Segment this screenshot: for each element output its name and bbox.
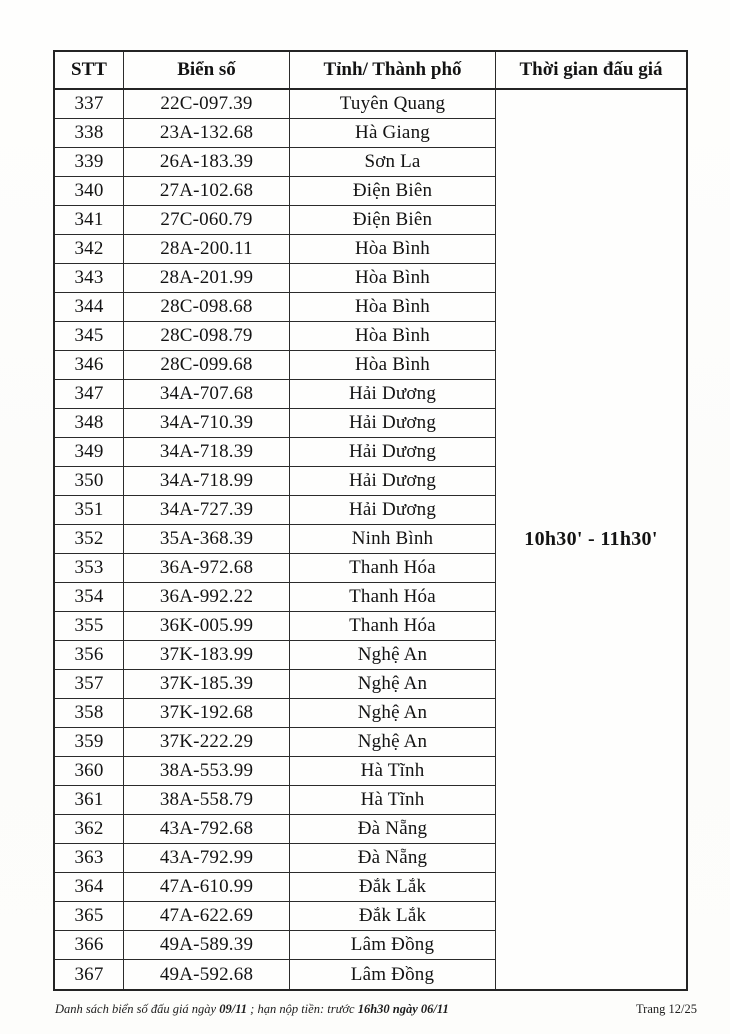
cell-province: Hà Tĩnh [290,757,496,785]
cell-plate-number: 43A-792.68 [124,815,290,843]
cell-plate-number: 27C-060.79 [124,206,290,234]
footer-auction-date: 09/11 [219,1002,248,1016]
cell-stt: 343 [55,264,124,292]
table-row [55,960,496,989]
cell-province: Hải Dương [290,409,496,437]
cell-plate-number: 34A-727.39 [124,496,290,524]
table-row [55,409,496,438]
cell-stt: 350 [55,467,124,495]
table-row [55,612,496,641]
table-row [55,554,496,583]
table-row [55,496,496,525]
table-row [55,293,496,322]
cell-stt: 362 [55,815,124,843]
cell-stt: 365 [55,902,124,930]
cell-province: Đà Nẵng [290,844,496,872]
cell-plate-number: 28A-201.99 [124,264,290,292]
table-row [55,844,496,873]
table-row [55,931,496,960]
cell-plate-number: 37K-222.29 [124,728,290,756]
cell-plate-number: 34A-718.99 [124,467,290,495]
cell-province: Thanh Hóa [290,583,496,611]
table-rows [55,90,496,989]
cell-plate-number: 28C-098.79 [124,322,290,350]
table-row [55,757,496,786]
cell-stt: 364 [55,873,124,901]
cell-province: Thanh Hóa [290,612,496,640]
table-row [55,467,496,496]
cell-stt: 347 [55,380,124,408]
cell-province: Hải Dương [290,380,496,408]
page-number: Trang 12/25 [635,1002,697,1016]
auction-time-merged-cell: 10h30' - 11h30' [524,528,658,550]
cell-plate-number: 34A-718.39 [124,438,290,466]
cell-stt: 361 [55,786,124,814]
auction-table [53,50,688,991]
cell-province: Điện Biên [290,206,496,234]
cell-province: Đắk Lắk [290,902,496,930]
cell-stt: 366 [55,931,124,959]
cell-stt: 349 [55,438,124,466]
cell-province: Hòa Bình [290,235,496,263]
cell-plate-number: 47A-622.69 [124,902,290,930]
table-row [55,786,496,815]
cell-stt: 353 [55,554,124,582]
cell-province: Hòa Bình [290,293,496,321]
cell-province: Sơn La [290,148,496,176]
cell-province: Nghệ An [290,670,496,698]
cell-province: Hòa Bình [290,351,496,379]
cell-province: Thanh Hóa [290,554,496,582]
table-body [55,90,686,989]
cell-stt: 346 [55,351,124,379]
cell-stt: 359 [55,728,124,756]
cell-stt: 358 [55,699,124,727]
cell-plate-number: 37K-183.99 [124,641,290,669]
cell-plate-number: 27A-102.68 [124,177,290,205]
cell-plate-number: 35A-368.39 [124,525,290,553]
table-row [55,902,496,931]
cell-province: Tuyên Quang [290,90,496,118]
cell-plate-number: 36A-992.22 [124,583,290,611]
table-row [55,815,496,844]
cell-stt: 363 [55,844,124,872]
table-row [55,322,496,351]
cell-plate-number: 47A-610.99 [124,873,290,901]
header-stt: STT [55,52,124,88]
table-row [55,583,496,612]
table-row [55,670,496,699]
table-row [55,264,496,293]
table-row [55,206,496,235]
table-row [55,119,496,148]
cell-province: Lâm Đồng [290,931,496,959]
cell-plate-number: 49A-592.68 [124,960,290,989]
cell-plate-number: 23A-132.68 [124,119,290,147]
table-row [55,380,496,409]
table-row [55,728,496,757]
table-row [55,148,496,177]
footer-note-text-2: ; hạn nộp tiền: trước [247,1002,358,1016]
cell-province: Lâm Đồng [290,960,496,989]
cell-stt: 356 [55,641,124,669]
cell-plate-number: 34A-707.68 [124,380,290,408]
table-row [55,90,496,119]
cell-stt: 355 [55,612,124,640]
cell-plate-number: 37K-185.39 [124,670,290,698]
table-row [55,525,496,554]
cell-province: Hải Dương [290,467,496,495]
footer-note [55,1002,449,1017]
cell-stt: 354 [55,583,124,611]
table-row [55,235,496,264]
cell-province: Đà Nẵng [290,815,496,843]
header-auction-time: Thời gian đấu giá [519,59,663,80]
header-plate-number: Biển số [124,52,290,88]
cell-plate-number: 22C-097.39 [124,90,290,118]
cell-province: Nghệ An [290,728,496,756]
cell-stt: 348 [55,409,124,437]
cell-plate-number: 28C-099.68 [124,351,290,379]
table-row [55,351,496,380]
cell-stt: 360 [55,757,124,785]
cell-province: Nghệ An [290,641,496,669]
cell-plate-number: 28C-098.68 [124,293,290,321]
cell-province: Nghệ An [290,699,496,727]
cell-plate-number: 49A-589.39 [124,931,290,959]
cell-province: Điện Biên [290,177,496,205]
cell-stt: 352 [55,525,124,553]
cell-province: Ninh Bình [290,525,496,553]
cell-plate-number: 43A-792.99 [124,844,290,872]
table-row [55,699,496,728]
footer-note-text: Danh sách biển số đấu giá ngày [55,1002,220,1016]
cell-province: Hà Tĩnh [290,786,496,814]
cell-stt: 351 [55,496,124,524]
cell-plate-number: 36K-005.99 [124,612,290,640]
cell-plate-number: 28A-200.11 [124,235,290,263]
cell-stt: 357 [55,670,124,698]
header-province: Tỉnh/ Thành phố [290,52,496,88]
cell-province: Hà Giang [290,119,496,147]
cell-stt: 341 [55,206,124,234]
footer-payment-deadline: 16h30 ngày 06/11 [357,1002,449,1016]
cell-province: Hải Dương [290,438,496,466]
cell-plate-number: 37K-192.68 [124,699,290,727]
table-row [55,177,496,206]
table-header-row [55,52,686,90]
cell-stt: 367 [55,960,124,989]
table-row [55,438,496,467]
cell-province: Hòa Bình [290,322,496,350]
cell-stt: 338 [55,119,124,147]
cell-stt: 345 [55,322,124,350]
cell-stt: 342 [55,235,124,263]
table-row [55,641,496,670]
cell-plate-number: 36A-972.68 [124,554,290,582]
page-footer [0,998,730,1024]
cell-province: Hòa Bình [290,264,496,292]
cell-plate-number: 26A-183.39 [124,148,290,176]
table-row [55,873,496,902]
cell-plate-number: 34A-710.39 [124,409,290,437]
cell-stt: 339 [55,148,124,176]
cell-plate-number: 38A-553.99 [124,757,290,785]
cell-stt: 337 [55,90,124,118]
cell-plate-number: 38A-558.79 [124,786,290,814]
cell-stt: 344 [55,293,124,321]
cell-stt: 340 [55,177,124,205]
cell-province: Đắk Lắk [290,873,496,901]
cell-province: Hải Dương [290,496,496,524]
